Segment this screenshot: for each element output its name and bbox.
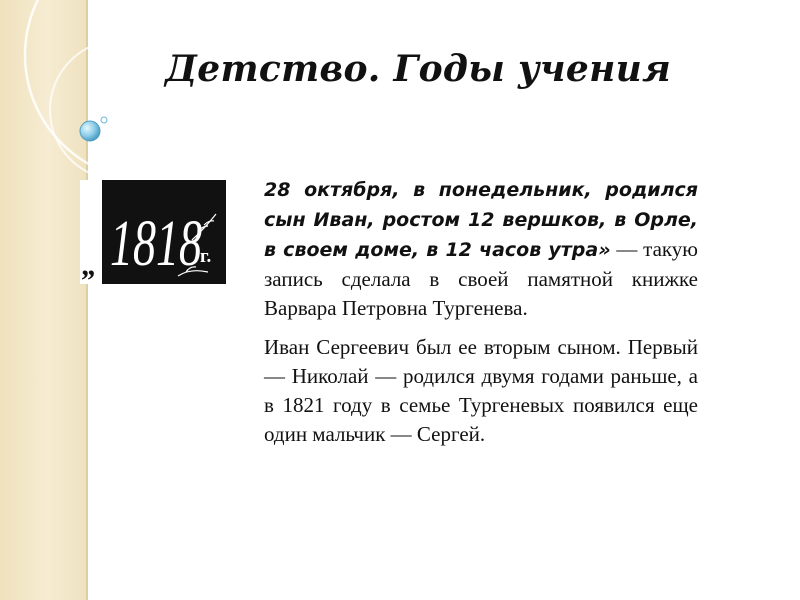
deco-bubble-icon [80,121,100,141]
stamp-year: 1818 [110,207,202,280]
slide-title: Детство. Годы учения [165,48,672,90]
deco-arc-large [25,0,260,180]
birth-quote-source: — такую запись сделала в своей памятной книжке Варвара Петровна Тургенева. [264,237,698,320]
birth-quote: 28 октября, в понедельник, родился сын Иван, ростом 12 вершков, в Орле, в своем доме, в 12 часов утра» [264,179,698,261]
paragraph-family: Иван Сергеевич был ее вторым сыном. Первый — Николай — родился двумя годами раньше, а в 1821 году в семье Тургеневых появился еще один мальчик — Сергей. [264,335,698,446]
deco-small-bubble-icon [101,117,107,123]
year-stamp-image [80,180,226,284]
stamp-quote-mark: „ [82,249,97,282]
stamp-year-suffix: г. [200,246,212,267]
main-text [264,175,698,449]
paragraph-birth-record [264,175,698,323]
